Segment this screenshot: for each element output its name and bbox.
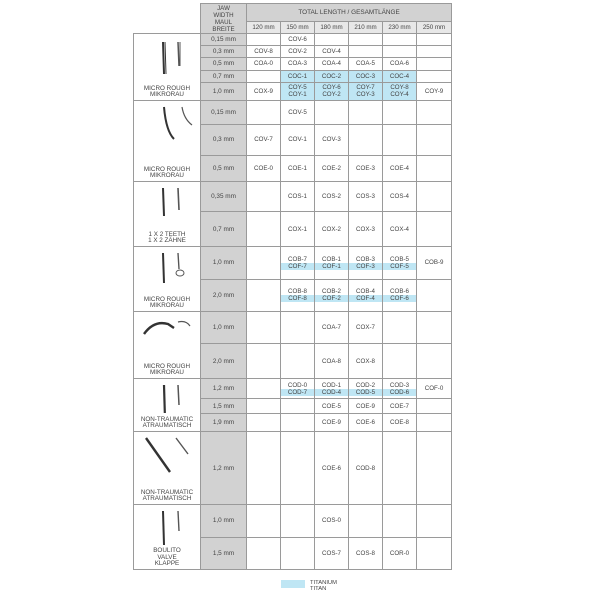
- product-code: COD-1: [321, 381, 342, 389]
- legend-label: TITANIUM: [310, 580, 337, 586]
- table-row: [134, 432, 452, 505]
- eyelet-forceps-icon: [134, 247, 201, 293]
- product-code-cell: [281, 379, 315, 399]
- product-code-cell: [247, 312, 281, 344]
- product-code-cell: [247, 101, 281, 125]
- product-code-cell: COC-4: [383, 70, 417, 82]
- product-code: COB-4: [356, 288, 375, 296]
- product-code-cell: COB-9: [417, 247, 452, 280]
- product-code: COF-1: [315, 263, 348, 270]
- instrument-cell-micro-rough-eyelet: [134, 247, 201, 312]
- instrument-cell-micro-rough-straight: [134, 34, 201, 101]
- jaw-width-cell: 0,5 mm: [201, 155, 247, 181]
- product-code: COB-5: [390, 255, 409, 263]
- product-code-cell: COV-3: [315, 125, 349, 155]
- product-code-cell: [349, 101, 383, 125]
- product-code-cell: [417, 399, 452, 413]
- product-code-cell: [417, 34, 452, 46]
- product-code: COF-3: [349, 263, 382, 270]
- product-code-cell: COS-7: [315, 537, 349, 570]
- caption-line: NON-TRAUMATIC: [140, 488, 194, 496]
- product-code-cell: [315, 379, 349, 399]
- legend-label: TITAN: [310, 586, 327, 592]
- product-code-cell: COD-8: [349, 432, 383, 505]
- jaw-width-cell: 0,15 mm: [201, 34, 247, 46]
- product-code: COB-7: [288, 255, 307, 263]
- product-code-cell: COS-4: [383, 182, 417, 212]
- table-row: [134, 101, 452, 125]
- jaw-width-cell: 0,3 mm: [201, 46, 247, 58]
- instrument-caption: [134, 86, 200, 99]
- product-code-cell: [383, 432, 417, 505]
- product-code: COF-8: [281, 295, 314, 302]
- product-code-cell: [417, 312, 452, 344]
- product-code-cell: [417, 505, 452, 538]
- instrument-cell-boulito: [134, 505, 201, 570]
- product-code: COD-7: [281, 389, 314, 396]
- product-code-cell: [247, 34, 281, 46]
- product-code: COF-5: [383, 263, 416, 270]
- product-code-cell: [383, 379, 417, 399]
- caption-line: MICRO ROUGH: [143, 362, 191, 370]
- product-code-cell: [349, 379, 383, 399]
- instrument-caption: [134, 297, 200, 310]
- product-code-cell: [383, 46, 417, 58]
- product-code-cell: [417, 155, 452, 181]
- product-code: COD-2: [355, 381, 376, 389]
- product-code-cell: [417, 182, 452, 212]
- product-code-cell: [315, 34, 349, 46]
- length-header: 120 mm: [247, 22, 281, 34]
- product-code: COD-4: [315, 389, 348, 396]
- jaw-width-cell: 0,5 mm: [201, 58, 247, 70]
- product-code-cell: [247, 399, 281, 413]
- product-code-cell: COX-2: [315, 212, 349, 247]
- angled-forceps-icon: [134, 432, 201, 486]
- caption-line: ATRAUMATISCH: [142, 495, 192, 503]
- boulito-forceps-icon: [134, 505, 201, 551]
- product-code-cell: [281, 279, 315, 312]
- product-code: COD-5: [349, 389, 382, 396]
- product-code-cell: [349, 82, 383, 100]
- product-code: COB-6: [390, 288, 409, 296]
- product-code-cell: [417, 212, 452, 247]
- product-code-cell: COE-8: [383, 413, 417, 431]
- instrument-cell-non-traumatic-angled: [134, 432, 201, 505]
- product-code-cell: COE-2: [315, 155, 349, 181]
- instrument-cell-non-traumatic: [134, 379, 201, 432]
- titanium-swatch: [281, 580, 305, 588]
- table-row: [134, 247, 452, 280]
- product-code-cell: [417, 46, 452, 58]
- jaw-width-cell: 1,5 mm: [201, 399, 247, 413]
- product-code: COY-2: [315, 91, 348, 98]
- product-code-cell: COX-8: [349, 344, 383, 379]
- jaw-width-cell: 2,0 mm: [201, 279, 247, 312]
- product-code-cell: [349, 125, 383, 155]
- product-code-cell: COE-5: [315, 399, 349, 413]
- product-code: COD-3: [389, 381, 410, 389]
- product-code-cell: [247, 279, 281, 312]
- toothed-forceps-icon: [134, 182, 201, 228]
- jaw-width-cell: 2,0 mm: [201, 344, 247, 379]
- product-code-cell: COE-4: [383, 155, 417, 181]
- product-code-cell: [281, 505, 315, 538]
- product-code-cell: [383, 247, 417, 280]
- curved-forceps-icon: [134, 101, 201, 163]
- product-code-cell: [281, 399, 315, 413]
- jaw-width-cell: 1,0 mm: [201, 247, 247, 280]
- product-code-cell: [383, 312, 417, 344]
- product-code: COY-7: [349, 84, 382, 91]
- table-row: [134, 182, 452, 212]
- product-code-cell: COR-0: [383, 537, 417, 570]
- product-code-cell: [349, 247, 383, 280]
- product-code-cell: [315, 82, 349, 100]
- product-code: COY-8: [383, 84, 416, 91]
- product-code-cell: [247, 432, 281, 505]
- product-code-cell: COE-3: [349, 155, 383, 181]
- product-code-cell: [417, 413, 452, 431]
- product-code-cell: COA-5: [349, 58, 383, 70]
- product-code: COB-3: [356, 255, 375, 263]
- product-code-cell: [383, 34, 417, 46]
- product-code-cell: [281, 432, 315, 505]
- product-code: COF-7: [281, 263, 314, 270]
- product-code-cell: [417, 344, 452, 379]
- non-traumatic-forceps-icon: [134, 379, 201, 413]
- jaw-width-cell: 1,2 mm: [201, 432, 247, 505]
- jaw-width-cell: 0,7 mm: [201, 212, 247, 247]
- product-code-cell: [417, 279, 452, 312]
- product-code-cell: COE-7: [383, 399, 417, 413]
- caption-line: MIKRORAU: [150, 369, 184, 377]
- product-code-cell: COE-6: [315, 432, 349, 505]
- product-code-cell: COA-3: [281, 58, 315, 70]
- product-code-cell: [281, 247, 315, 280]
- product-code: COB-1: [322, 255, 341, 263]
- product-code-cell: COX-4: [383, 212, 417, 247]
- product-code-cell: [417, 58, 452, 70]
- caption-line: VALVE: [157, 553, 177, 561]
- product-code-cell: COE-0: [247, 155, 281, 181]
- product-code: COF-6: [383, 295, 416, 302]
- length-header: 230 mm: [383, 22, 417, 34]
- product-code: COY-5: [281, 84, 314, 91]
- product-code-cell: [349, 46, 383, 58]
- instrument-cell-micro-rough-bayonet: [134, 312, 201, 379]
- jaw-width-cell: 0,3 mm: [201, 125, 247, 155]
- product-code-cell: COY-9: [417, 82, 452, 100]
- total-length-header: TOTAL LENGTH / GESAMTLÄNGE: [247, 4, 452, 22]
- product-code-cell: COV-8: [247, 46, 281, 58]
- product-code-cell: [383, 82, 417, 100]
- product-code-cell: COV-7: [247, 125, 281, 155]
- jaw-width-cell: 0,35 mm: [201, 182, 247, 212]
- product-code: COF-2: [315, 295, 348, 302]
- product-code-cell: [315, 279, 349, 312]
- product-code-cell: [417, 432, 452, 505]
- product-code: COB-2: [322, 288, 341, 296]
- product-code-cell: [383, 279, 417, 312]
- product-code-cell: COV-1: [281, 125, 315, 155]
- product-code-cell: COE-1: [281, 155, 315, 181]
- product-code-cell: COE-9: [315, 413, 349, 431]
- product-code-cell: [417, 101, 452, 125]
- product-code-cell: [417, 125, 452, 155]
- product-code-cell: COS-1: [281, 182, 315, 212]
- table-row: [134, 505, 452, 538]
- product-code-cell: [247, 247, 281, 280]
- instrument-caption: [134, 417, 200, 430]
- product-code-cell: COA-7: [315, 312, 349, 344]
- product-code-cell: COE-9: [349, 399, 383, 413]
- jaw-width-header: JAW WIDTH MAUL BREITE: [201, 4, 247, 34]
- product-code-cell: [247, 70, 281, 82]
- instrument-caption: [134, 167, 200, 180]
- instrument-caption: [134, 232, 200, 245]
- caption-line: MICRO ROUGH: [143, 84, 191, 92]
- product-code-cell: COS-0: [315, 505, 349, 538]
- caption-line: MICRO ROUGH: [143, 165, 191, 173]
- product-code: COB-8: [288, 288, 307, 296]
- product-code-cell: [383, 101, 417, 125]
- product-code-cell: [315, 247, 349, 280]
- caption-line: KLAPPE: [154, 560, 180, 568]
- product-code-cell: [417, 537, 452, 570]
- product-code: COF-4: [349, 295, 382, 302]
- product-code: COY-3: [349, 91, 382, 98]
- product-code: COY-4: [383, 91, 416, 98]
- product-code-cell: [349, 279, 383, 312]
- product-code: COY-6: [315, 84, 348, 91]
- product-code-cell: COE-6: [349, 413, 383, 431]
- catalog-table: [133, 3, 451, 570]
- product-code-cell: [247, 537, 281, 570]
- product-code: COD-6: [383, 389, 416, 396]
- jaw-width-cell: 1,2 mm: [201, 379, 247, 399]
- instrument-cell-micro-rough-curved: [134, 101, 201, 182]
- legend: [281, 580, 341, 596]
- product-code-cell: [349, 505, 383, 538]
- caption-line: MIKRORAU: [150, 91, 184, 99]
- product-code-cell: COS-3: [349, 182, 383, 212]
- instrument-caption: [134, 548, 200, 568]
- product-code-cell: [281, 312, 315, 344]
- product-code-cell: COV-5: [281, 101, 315, 125]
- jaw-width-cell: 0,7 mm: [201, 70, 247, 82]
- product-code-cell: COC-3: [349, 70, 383, 82]
- product-code: COD-0: [287, 381, 308, 389]
- product-code-cell: [315, 101, 349, 125]
- product-code-cell: [281, 82, 315, 100]
- product-code-cell: [281, 344, 315, 379]
- product-code-cell: COA-6: [383, 58, 417, 70]
- length-header: 250 mm: [417, 22, 452, 34]
- caption-line: NON-TRAUMATIC: [140, 415, 194, 423]
- bent-forceps-icon: [134, 312, 201, 360]
- jaw-width-cell: 1,0 mm: [201, 505, 247, 538]
- product-code-cell: COV-4: [315, 46, 349, 58]
- product-code-cell: COA-0: [247, 58, 281, 70]
- table-row: [134, 312, 452, 344]
- product-code-cell: [383, 125, 417, 155]
- product-code-cell: [281, 413, 315, 431]
- product-code-cell: COA-8: [315, 344, 349, 379]
- caption-line: MIKRORAU: [150, 302, 184, 310]
- caption-line: BOULITO: [153, 547, 181, 555]
- length-header: 180 mm: [315, 22, 349, 34]
- product-code-cell: [383, 344, 417, 379]
- product-code-cell: COV-2: [281, 46, 315, 58]
- product-code-cell: COA-4: [315, 58, 349, 70]
- jaw-width-cell: 1,9 mm: [201, 413, 247, 431]
- product-code-cell: COX-9: [247, 82, 281, 100]
- straight-forceps-icon: [134, 34, 201, 82]
- product-code-cell: [247, 182, 281, 212]
- product-code-cell: [349, 34, 383, 46]
- product-code-cell: COC-1: [281, 70, 315, 82]
- product-code-cell: COS-8: [349, 537, 383, 570]
- product-code-cell: COS-2: [315, 182, 349, 212]
- jaw-width-cell: 1,5 mm: [201, 537, 247, 570]
- product-code-cell: [383, 505, 417, 538]
- jaw-width-cell: 1,0 mm: [201, 82, 247, 100]
- product-code-cell: [247, 212, 281, 247]
- caption-line: ATRAUMATISCH: [142, 422, 192, 430]
- instrument-cell-teeth: [134, 182, 201, 247]
- product-code-cell: COX-7: [349, 312, 383, 344]
- product-code: COY-1: [281, 91, 314, 98]
- caption-line: MIKRORAU: [150, 172, 184, 180]
- product-code-cell: [247, 344, 281, 379]
- instrument-caption: [134, 490, 200, 503]
- caption-line: MICRO ROUGH: [143, 295, 191, 303]
- product-code-cell: COC-2: [315, 70, 349, 82]
- table-row: [134, 379, 452, 399]
- table-row: [134, 34, 452, 46]
- product-code-cell: COX-3: [349, 212, 383, 247]
- product-code-cell: [247, 505, 281, 538]
- jaw-width-cell: 0,15 mm: [201, 101, 247, 125]
- caption-line: 1 X 2 TEETH: [148, 230, 186, 238]
- product-code-cell: COF-0: [417, 379, 452, 399]
- length-header: 210 mm: [349, 22, 383, 34]
- product-code-cell: [281, 537, 315, 570]
- product-code-cell: [247, 379, 281, 399]
- product-code-cell: COV-6: [281, 34, 315, 46]
- jaw-width-cell: 1,0 mm: [201, 312, 247, 344]
- caption-line: 1 X 2 ZÄHNE: [148, 237, 186, 245]
- length-header: 150 mm: [281, 22, 315, 34]
- product-code-cell: [247, 413, 281, 431]
- product-code-cell: [417, 70, 452, 82]
- instrument-caption: [134, 364, 200, 377]
- product-code-cell: COX-1: [281, 212, 315, 247]
